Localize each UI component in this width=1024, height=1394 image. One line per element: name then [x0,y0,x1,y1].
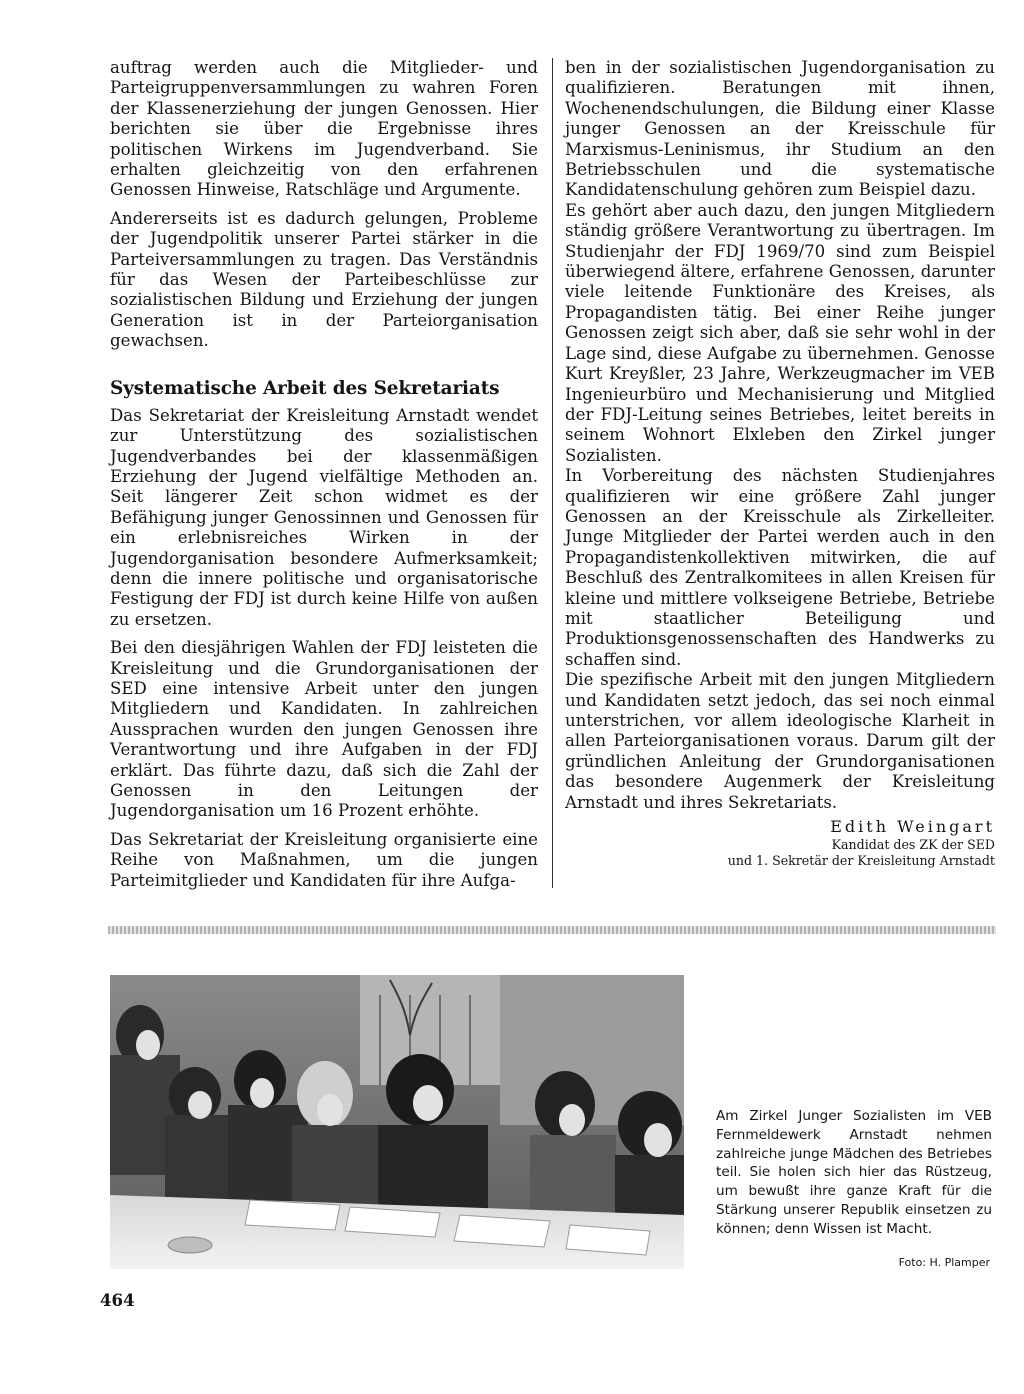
page-number: 464 [100,1290,135,1310]
article-paragraph: auftrag werden auch die Mitglieder- und Parteigruppenversammlungen zu wahren Foren der Klassenerziehung der jungen Genossen. Hier berichten sie über die Ergebnisse ihres politischen Wirkens im Jugendverband. Sie erhalten gleichzeitig von den erfahrenen Genossen Hinweise, Ratschläge und Argumente. [110,58,538,200]
group-photo-illustration [110,975,684,1269]
left-column [110,58,538,891]
section-separator [108,926,996,934]
article-paragraph: Die spezifische Arbeit mit den jungen Mitgliedern und Kandidaten setzt jedoch, das sei noch einmal unterstrichen, vor allem ideologische Klarheit in allen Parteiorganisationen voraus. Darum gilt der gründlichen Anleitung der Grundorganisationen das besondere Augenmerk der Kreisleitung Arnstadt und ihres Sekretariats. [565,670,995,812]
photo-credit: Foto: H. Plamper [898,1256,990,1269]
article-paragraph: In Vorbereitung des nächsten Studienjahres qualifizieren wir eine größere Zahl junger Genossen an der Kreisschule als Zirkelleiter. Junge Mitglieder der Partei werden auch in den Propagandistenkollektiven mitwirken, die auf Beschluß des Zentralkomitees in allen Kreisen für kleine und mittlere volkseigene Betriebe, Betriebe mit staatlicher Beteiligung und Produktionsgenossenschaften des Handwerks zu schaffen sind. [565,466,995,669]
column-divider [552,58,553,888]
byline [565,817,995,869]
author-role: Kandidat des ZK der SED [831,837,995,853]
article-paragraph: Es gehört aber auch dazu, den jungen Mitgliedern ständig größere Verantwortung zu übertragen. Im Studienjahr der FDJ 1969/70 sind zum Beispiel überwiegend ältere, erfahrene Genossen, darunter viele leitende Funktionäre des Kreises, als Propagandisten tätig. Bei einer Reihe junger Genossen zeigt sich aber, daß sie sehr wohl in der Lage sind, diese Aufgabe zu übernehmen. Genosse Kurt Kreyßler, 23 Jahre, Werkzeugmacher im VEB Ingenieurbüro und Mechanisierung und Mitglied der FDJ-Leitung seines Betriebes, leitet bereits in seinem Wohnort Elxleben den Zirkel junger Sozialisten. [565,200,995,465]
author-name: Edith Weingart [830,817,995,837]
right-column [565,58,995,869]
author-role: und 1. Sekretär der Kreisleitung Arnstadt [727,853,995,869]
article-paragraph: ben in der sozialistischen Jugendorganisation zu qualifizieren. Beratungen mit ihnen, Wochenendschulungen, die Bildung einer Klasse junger Genossen an der Kreisschule für Marxismus-Leninismus, ihr Studium an den Betriebsschulen und die systematische Kandidatenschulung gehören zum Beispiel dazu. [565,58,995,200]
section-heading: Systematische Arbeit des Sekretariats [110,377,500,399]
photo-caption: Am Zirkel Junger Sozialisten im VEB Fernmeldewerk Arnstadt nehmen zahlreiche junge Mädchen des Betriebes teil. Sie holen sich hier das Rüstzeug, um bewußt ihre ganze Kraft für die Stärkung unserer Republik einsetzen zu können; denn Wissen ist Macht. [716,1108,992,1237]
article-paragraph: Bei den diesjährigen Wahlen der FDJ leisteten die Kreisleitung und die Grundorganisationen der SED eine intensive Arbeit unter den jungen Mitgliedern und Kandidaten. In zahlreichen Aussprachen wurden den jungen Genossen ihre Verantwortung und ihre Aufgaben in der FDJ erklärt. Das führte dazu, daß sich die Zahl der Genossen in den Leitungen der Jugendorganisation um 16 Prozent erhöhte. [110,638,538,821]
article-paragraph: Das Sekretariat der Kreisleitung Arnstadt wendet zur Unterstützung des sozialistischen Jugendverbandes bei der klassenmäßigen Erziehung der Jugend vielfältige Methoden an. Seit längerer Zeit schon widmet es der Befähigung junger Genossinnen und Genossen für ein erlebnisreiches Wirken in der Jugendorganisation besondere Aufmerksamkeit; denn die innere politische und organisatorische Festigung der FDJ ist durch keine Hilfe von außen zu ersetzen. [110,405,538,629]
article-paragraph: Das Sekretariat der Kreisleitung organisierte eine Reihe von Maßnahmen, um die jungen Parteimitglieder und Kandidaten für ihre Aufga- [110,829,538,890]
article-paragraph: Andererseits ist es dadurch gelungen, Probleme der Jugendpolitik unserer Partei stärker in die Parteiversammlungen zu tragen. Das Verständnis für das Wesen der Parteibeschlüsse zur sozialistischen Bildung und Erziehung der jungen Generation ist in der Parteiorganisation gewachsen. [110,208,538,351]
group-photo [110,975,684,1269]
